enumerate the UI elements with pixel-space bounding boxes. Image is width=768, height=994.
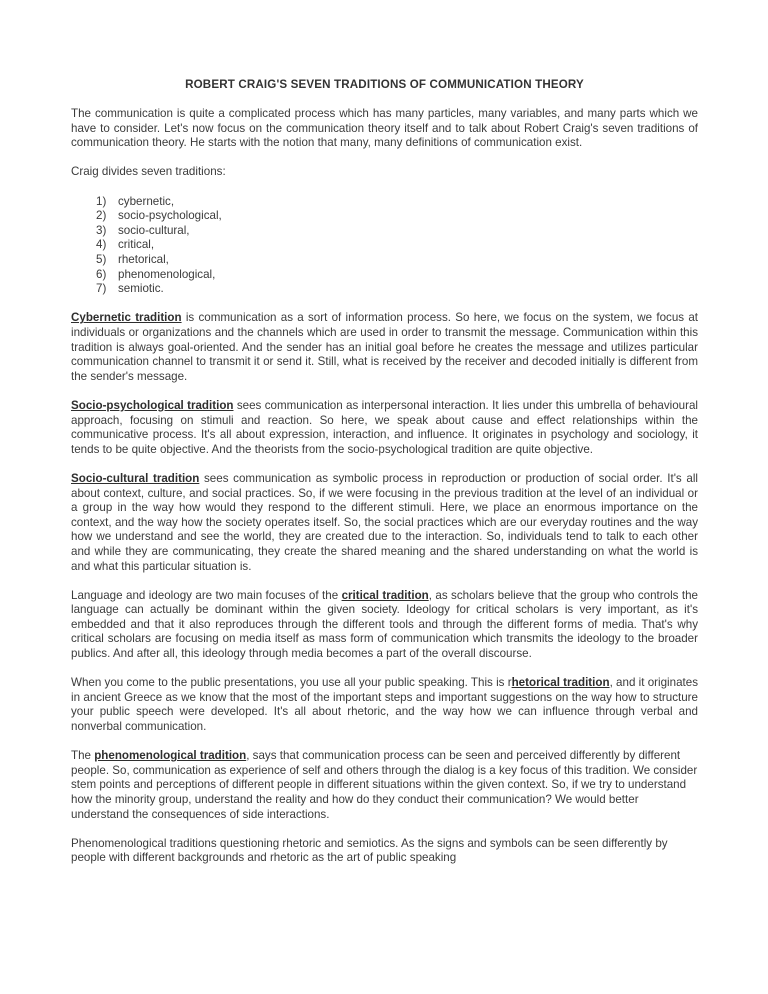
list-item-number: 7) <box>96 282 107 296</box>
critical-term: critical tradition <box>341 588 429 602</box>
list-item-number: 5) <box>96 253 107 267</box>
list-item-label: cybernetic, <box>118 194 175 208</box>
traditions-list <box>71 195 698 297</box>
list-lead-paragraph: Craig divides seven traditions: <box>71 165 226 179</box>
list-item-label: phenomenological, <box>118 267 216 281</box>
spacer <box>71 297 698 312</box>
spacer <box>71 574 698 589</box>
list-item-number: 3) <box>96 223 107 237</box>
rhetorical-body-text: , and it originates in ancient Greece as we know that the most of the important steps and important suggestions on the way how to structure your public speech were developed. It's all about rhetoric, and the way how we can influence through verbal and nonverbal communication. <box>71 676 698 734</box>
list-item-label: socio-cultural, <box>118 223 190 237</box>
cybernetic-body-text: is communication as a sort of information process. So here, we focus on the system, we focus at individuals or organizations and the channels which are used in order to transmit the message. Communication within this tradition is always goal-oriented. And the sender has an initial goal before he creates the message and utilizes particular communication channel to transmit it or send it. Still, what is received by the receiver and decoded initially is different from the sender's message. <box>71 311 699 383</box>
list-item-number: 4) <box>96 238 107 252</box>
list-item <box>71 282 698 297</box>
spacer <box>71 662 698 677</box>
phenomenological-paragraph <box>71 749 698 822</box>
list-item <box>71 224 698 239</box>
spacer <box>71 384 698 399</box>
socio-psychological-body-text: sees communication as interpersonal interaction. It lies under this umbrella of behavioural approach, focusing on stimuli and reaction. So here, we speak about cause and effect relationships within the communicative process. It's all about expression, interaction, and influence. It originates in psychology and sociology, it tends to be quite objective. And the theorists from the socio-psychological tradition are quite objective. <box>71 398 698 456</box>
rhetorical-paragraph <box>71 676 698 734</box>
socio-cultural-paragraph <box>71 472 698 574</box>
spacer <box>71 93 698 108</box>
list-item <box>71 195 698 210</box>
closing-paragraph: Phenomenological traditions questioning rhetoric and semiotics. As the signs and symbols can be seen differently by people with different backgrounds and rhetoric as the art of public speaking <box>71 836 668 865</box>
socio-psychological-term: Socio-psychological tradition <box>71 398 234 412</box>
spacer <box>71 151 698 166</box>
list-item <box>71 268 698 283</box>
list-item-number: 2) <box>96 209 107 223</box>
list-item-label: semiotic. <box>118 282 164 296</box>
page-title: ROBERT CRAIG'S SEVEN TRADITIONS OF COMMUNICATION THEORY <box>185 78 584 91</box>
socio-cultural-term: Socio-cultural tradition <box>71 471 200 485</box>
list-item <box>71 238 698 253</box>
list-item <box>71 253 698 268</box>
list-item-label: critical, <box>118 238 155 252</box>
intro-paragraph: The communication is quite a complicated process which has many particles, many variables, and many parts which we have to consider. Let's now focus on the communication theory itself and to talk about Robert Craig's seven traditions of communication theory. He starts with the notion that many, many definitions of communication exist. <box>71 107 698 150</box>
list-item-number: 6) <box>96 267 107 281</box>
spacer <box>71 457 698 472</box>
rhetorical-lead-text: When you come to the public presentations, you use all your public speaking. This is r <box>71 676 512 690</box>
rhetorical-term: hetorical tradition <box>511 676 610 690</box>
phenomenological-body-text: , says that communication process can be seen and perceived differently by different people. So, communication as experience of self and others through the dialog is a key focus of this tradition. We consider stem points and perceptions of different people in different situations within the given context. So, if we try to understand how the minority group, understand the reality and how do they conduct their communication? We would better understand the consequences of side interactions. <box>71 749 698 821</box>
list-item-number: 1) <box>96 194 107 208</box>
spacer <box>71 180 698 195</box>
critical-body-text: , as scholars believe that the group who controls the language can actually be dominant within the given society. Ideology for critical scholars is very important, as it's embedded and that it also reproduces through the different tools and through the different forms of media. That's why critical scholars are focusing on media itself as mass form of communication which transmits the ideology to the broader publics. And after all, this ideology through media becomes a part of the overall discourse. <box>71 588 698 661</box>
phenomenological-lead-text: The <box>71 749 95 763</box>
list-item <box>71 209 698 224</box>
socio-cultural-body-text: sees communication as symbolic process in reproduction or production of social order. It's all about context, culture, and social practices. So, if we were focusing in the previous tradition at the level of an individual or a group in the way how would they respond to the different stimuli. Here, we place an enormous importance on the context, and the way how the society operates itself. So, the social practices which are our everyday routines and the way how we understand and see the world, they are created due to the interaction. So, individuals tend to talk to each other and while they are communicating, they create the shared meaning and the shared understanding on what the world is and what this particular situation is. <box>71 471 698 573</box>
cybernetic-paragraph <box>71 311 698 384</box>
document-content <box>71 78 698 866</box>
spacer <box>71 735 698 750</box>
spacer <box>71 822 698 837</box>
list-item-label: socio-psychological, <box>118 209 222 223</box>
critical-paragraph <box>71 589 698 662</box>
phenomenological-term: phenomenological tradition <box>94 749 247 763</box>
critical-lead-text: Language and ideology are two main focuses of the <box>71 588 342 602</box>
socio-psychological-paragraph <box>71 399 698 457</box>
cybernetic-term: Cybernetic tradition <box>71 311 182 325</box>
list-item-label: rhetorical, <box>118 253 169 267</box>
